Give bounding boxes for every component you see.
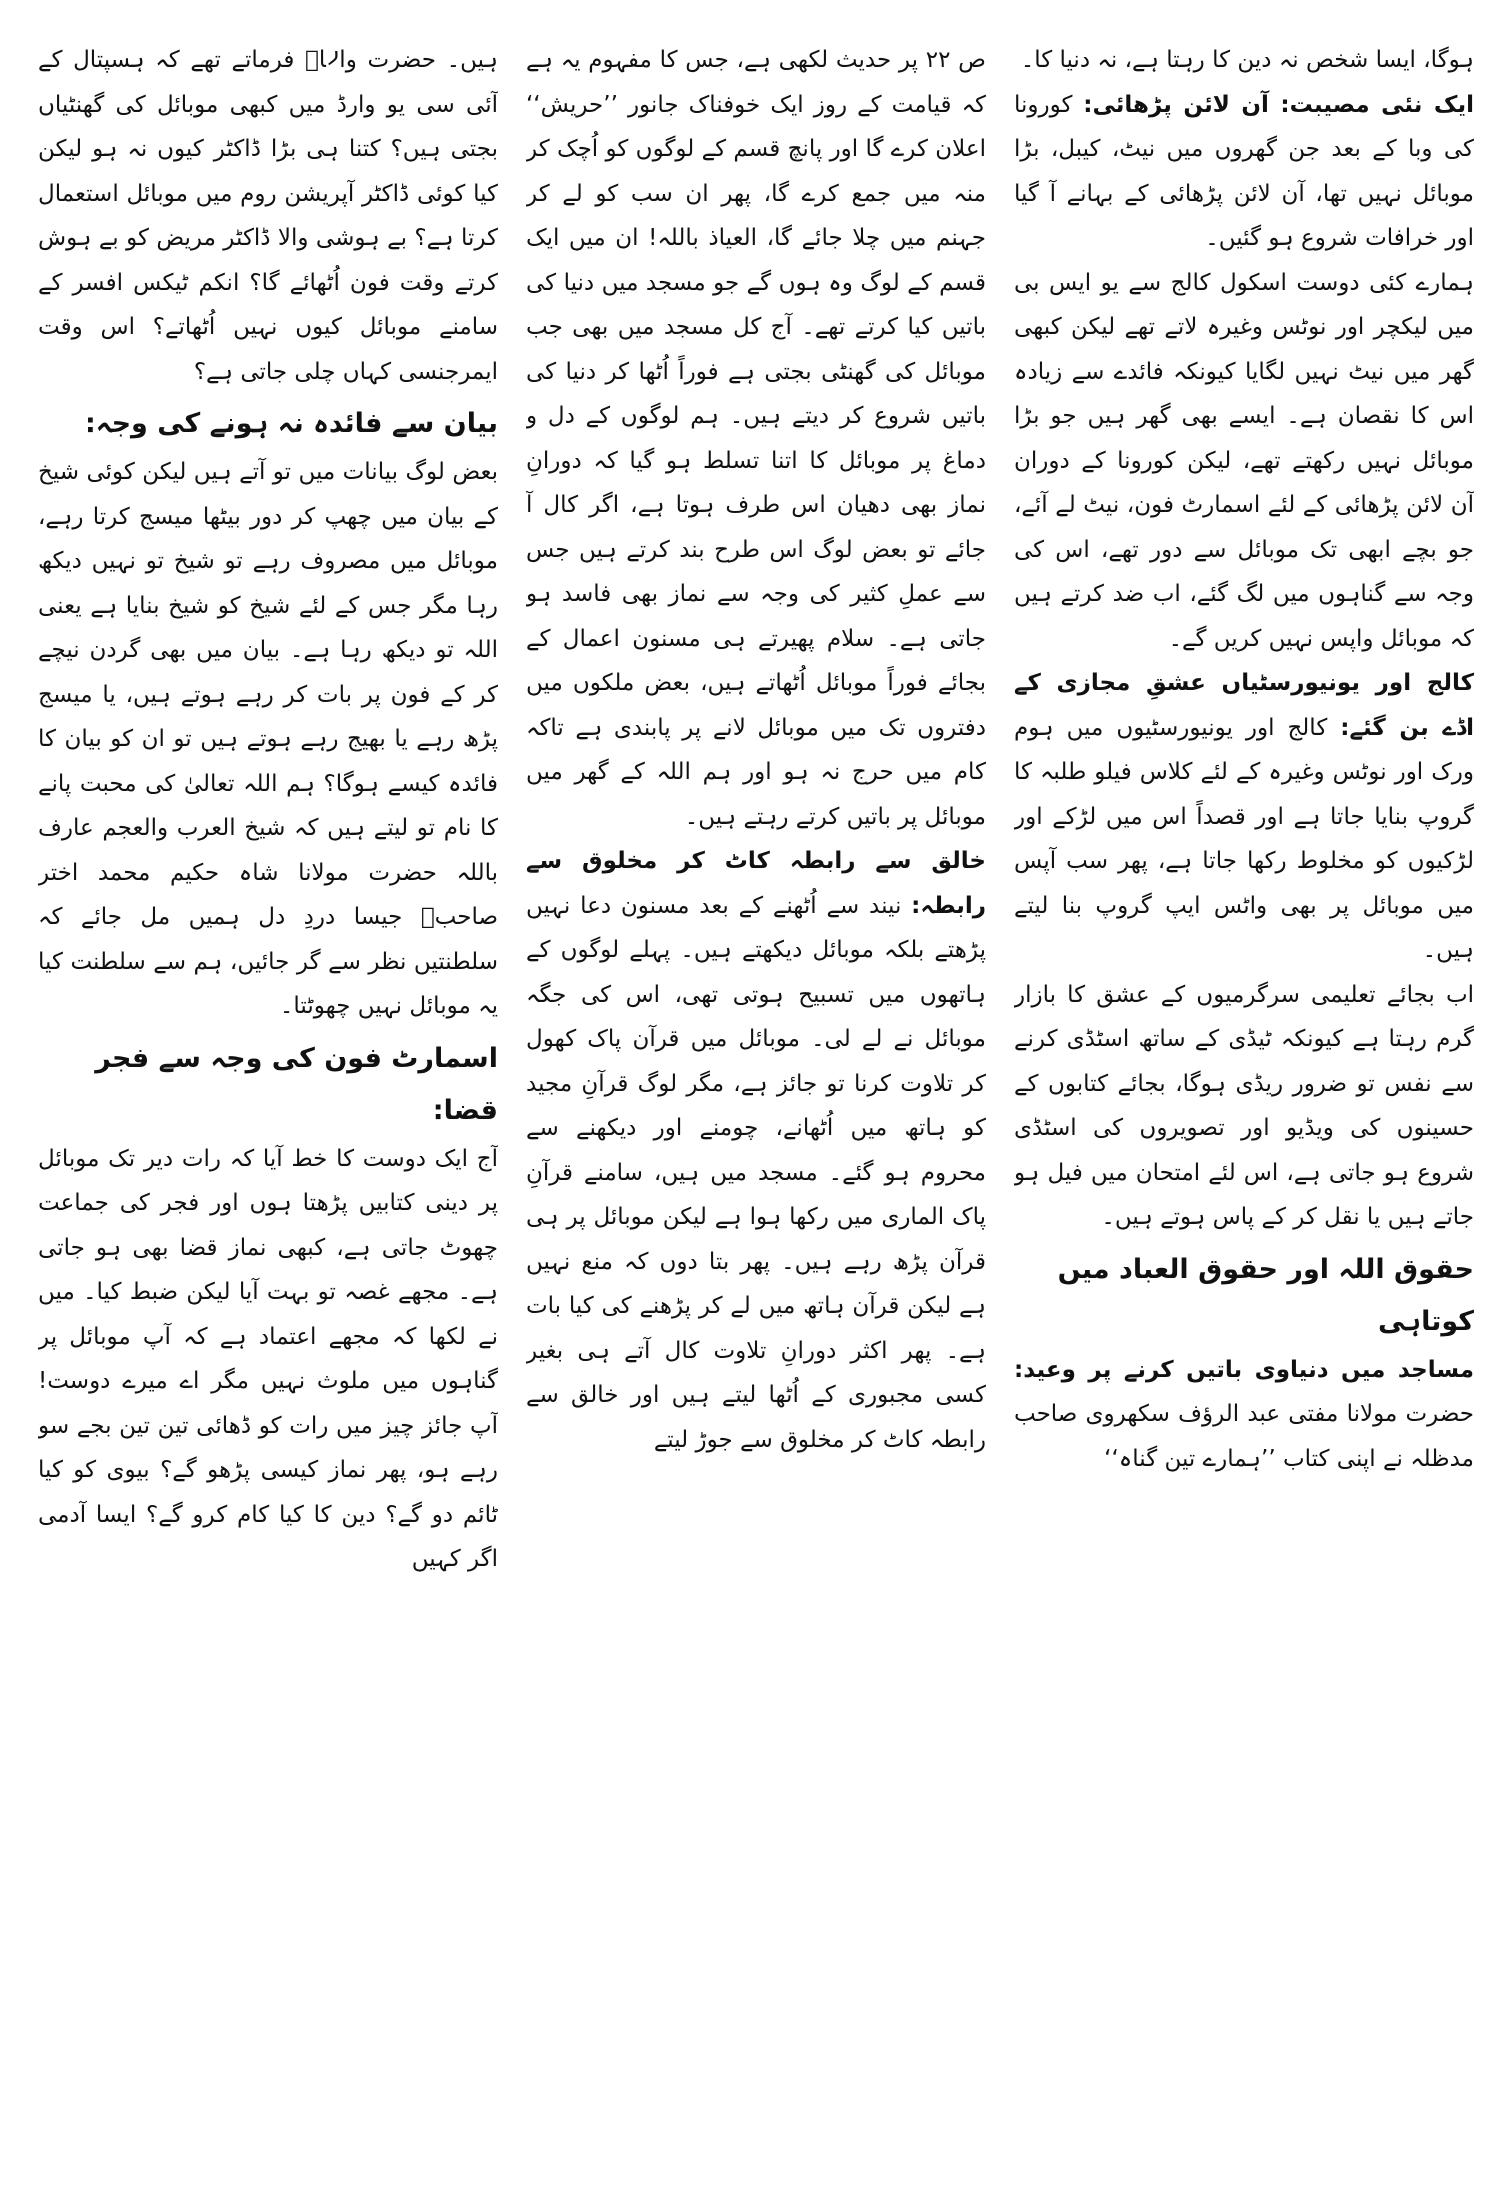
column-middle	[526, 38, 986, 2178]
section-body: کالج اور یونیورسٹیوں میں ہوم ورک اور نوٹس وغیرہ کے لئے کلاس فیلو طلبہ کا گروپ بنایا جاتا ہے اور قصداً اس میں لڑکے اور لڑکیوں کو مخلوط رکھا جاتا ہے، پھر سب آپس میں موبائل پر بھی واٹس ایپ گروپ بنا لیتے ہیں۔	[1014, 714, 1474, 963]
paragraph: ہوگا، ایسا شخص نہ دین کا رہتا ہے، نہ دنیا کا۔	[1020, 47, 1474, 73]
paragraph: آج ایک دوست کا خط آیا کہ رات دیر تک موبائل پر دینی کتابیں پڑھتا ہوں اور فجر کی جماعت چھوٹ جاتی ہے، کبھی نماز قضا بھی ہو جاتی ہے۔ مجھے غصہ تو بہت آیا لیکن ضبط کیا۔ میں نے لکھا کہ مجھے اعتماد ہے کہ آپ موبائل پر گناہوں میں ملوث نہیں مگر اے میرے دوست! آپ جائز چیز میں رات کو ڈھائی تین تین بجے سو رہے ہو، پھر نماز کیسی پڑھو گے؟ بیوی کو کیا ٹائم دو گے؟ دین کا کیا کام کرو گے؟ ایسا آدمی اگر کہیں	[38, 1145, 498, 1572]
paragraph: اب بجائے تعلیمی سرگرمیوں کے عشق کا بازار گرم رہتا ہے کیونکہ ٹیڈی کے ساتھ اسٹڈی کرنے سے نفس تو ضرور ریڈی ہوگا، بجائے کتابوں کے حسینوں کی ویڈیو اور تصویروں کی اسٹڈی شروع ہو جاتی ہے، اس لئے امتحان میں فیل ہو جاتے ہیں یا نقل کر کے پاس ہوتے ہیں۔	[1014, 981, 1474, 1230]
section-paragraph	[1014, 1348, 1474, 1482]
section-body: نیند سے اُٹھنے کے بعد مسنون دعا نہیں پڑھتے بلکہ موبائل دیکھتے ہیں۔ پہلے لوگوں کے ہاتھوں میں تسبیح ہوتی تھی، اس کی جگہ موبائل نے لے لی۔ موبائل میں قرآن پاک کھول کر تلاوت کرنا تو جائز ہے، مگر لوگ قرآنِ مجید کو ہاتھ میں اُٹھانے، چومنے اور دیکھنے سے محروم ہو گئے۔ مسجد میں ہیں، سامنے قرآنِ پاک الماری میں رکھا ہوا ہے لیکن موبائل پر ہی قرآن پڑھ رہے ہیں۔ پھر بتا دوں کہ منع نہیں ہے لیکن قرآن ہاتھ میں لے کر پڑھنے کی کیا بات ہے۔ پھر اکثر دورانِ تلاوت کال آتے ہی بغیر کسی مجبوری کے اُٹھا لیتے ہیں اور خالق سے رابطہ کاٹ کر مخلوق سے جوڑ لیتے	[526, 892, 986, 1453]
section-heading: کالج اور یونیورسٹیاں عشقِ مجازی کے اڈے بن گئے:	[1014, 670, 1474, 741]
paragraph: ہمارے کئی دوست اسکول کالج سے یو ایس بی میں لیکچر اور نوٹس وغیرہ لاتے تھے لیکن کبھی گھر میں نیٹ نہیں لگایا کیونکہ فائدے سے زیادہ اس کا نقصان ہے۔ ایسے بھی گھر ہیں جو بڑا موبائل نہیں رکھتے تھے، لیکن کورونا کے دوران آن لائن پڑھائی کے لئے اسمارٹ فون، نیٹ لے آئے، جو بچے ابھی تک موبائل سے دور تھے، اس کی وجہ سے گناہوں میں لگ گئے، اب ضد کرتے ہیں کہ موبائل واپس نہیں کریں گے۔	[1014, 269, 1474, 652]
section-body: کورونا کی وبا کے بعد جن گھروں میں نیٹ، کیبل، بڑا موبائل نہیں تھا، آن لائن پڑھائی کے بہانے آ گیا اور خرافات شروع ہو گئیں۔	[1014, 91, 1474, 251]
section-heading: خالق سے رابطہ کاٹ کر مخلوق سے رابطہ:	[526, 848, 986, 919]
section-paragraph	[1014, 83, 1474, 261]
paragraph: بعض لوگ بیانات میں تو آتے ہیں لیکن کوئی شیخ کے بیان میں چھپ کر دور بیٹھا میسج کرتا رہے، موبائل میں مصروف رہے تو شیخ تو نہیں دیکھ رہا مگر جس کے لئے شیخ کو شیخ بنایا ہے یعنی اللہ تو دیکھ رہا ہے۔ بیان میں بھی گردن نیچے کر کے فون پر بات کر رہے ہوتے ہیں، یا میسج پڑھ رہے یا بھیج رہے ہوتے ہیں تو ان کو بیان کا فائدہ کیسے ہوگا؟ ہم اللہ تعالیٰ کی محبت پانے کا نام تو لیتے ہیں کہ شیخ العرب والعجم عارف باللہ حضرت مولانا شاہ حکیم محمد اختر صاحبؒ جیسا دردِ دل ہمیں مل جائے کہ سلطنتیں نظر سے گر جائیں، ہم سے سلطنت کیا یہ موبائل نہیں چھوٹتا۔	[38, 459, 498, 1019]
paragraph: ص ۲۲ پر حدیث لکھی ہے، جس کا مفہوم یہ ہے کہ قیامت کے روز ایک خوفناک جانور ’’حریش‘‘ اعلان کرے گا اور پانچ قسم کے لوگوں کو اُچک کر منہ میں جمع کرے گا، پھر ان سب کو لے کر جہنم میں چلا جائے گا، العیاذ باللہ! ان میں ایک قسم کے لوگ وہ ہوں گے جو مسجد میں دنیا کی باتیں کیا کرتے تھے۔ آج کل مسجد میں بھی جب موبائل کی گھنٹی بجتی ہے فوراً اُٹھا کر دنیا کی باتیں شروع کر دیتے ہیں۔ ہم لوگوں کے دل و دماغ پر موبائل کا اتنا تسلط ہو گیا کہ دورانِ نماز بھی دھیان اس طرف ہوتا ہے، اگر کال آ جائے تو بعض لوگ اس طرح بند کرتے ہیں جس سے عملِ کثیر کی وجہ سے نماز بھی فاسد ہو جاتی ہے۔ سلام پھیرتے ہی مسنون اعمال کے بجائے فوراً موبائل اُٹھاتے ہیں، بعض ملکوں میں دفتروں تک میں موبائل لانے پر پابندی ہے تاکہ کام میں حرج نہ ہو اور ہم اللہ کے گھر میں موبائل پر باتیں کرتے رہتے ہیں۔	[526, 47, 986, 830]
column-right	[1014, 38, 1474, 2178]
section-paragraph	[1014, 661, 1474, 973]
section-heading: بیان سے فائدہ نہ ہونے کی وجہ:	[84, 408, 498, 439]
section-body: حضرت مولانا مفتی عبد الرؤف سکھروی صاحب مدظلہ نے اپنی کتاب ’’ہمارے تین گناہ‘‘	[1014, 1401, 1474, 1472]
section-heading: اسمارٹ فون کی وجہ سے فجر قضا:	[95, 1042, 498, 1126]
section-heading: ایک نئی مصیبت: آن لائن پڑھائی:	[1083, 91, 1474, 118]
section-paragraph	[526, 839, 986, 1462]
section-heading: مساجد میں دنیاوی باتیں کرنے پر وعید:	[1014, 1356, 1474, 1383]
section-heading: حقوق اللہ اور حقوق العباد میں کوتاہی	[1057, 1253, 1474, 1337]
column-left	[38, 38, 498, 2178]
paragraph: ہیں۔ حضرت والاؒ فرماتے تھے کہ ہسپتال کے آئی سی یو وارڈ میں کبھی موبائل کی گھنٹیاں بجتی ہیں؟ کتنا ہی بڑا ڈاکٹر کیوں نہ ہو لیکن کیا کوئی ڈاکٹر آپریشن روم میں موبائل استعمال کرتا ہے؟ بے ہوشی والا ڈاکٹر مریض کو بے ہوش کرتے وقت فون اُٹھائے گا؟ انکم ٹیکس افسر کے سامنے موبائل کیوں نہیں اُٹھاتے؟ اس وقت ایمرجنسی کہاں چلی جاتی ہے؟	[38, 47, 498, 385]
